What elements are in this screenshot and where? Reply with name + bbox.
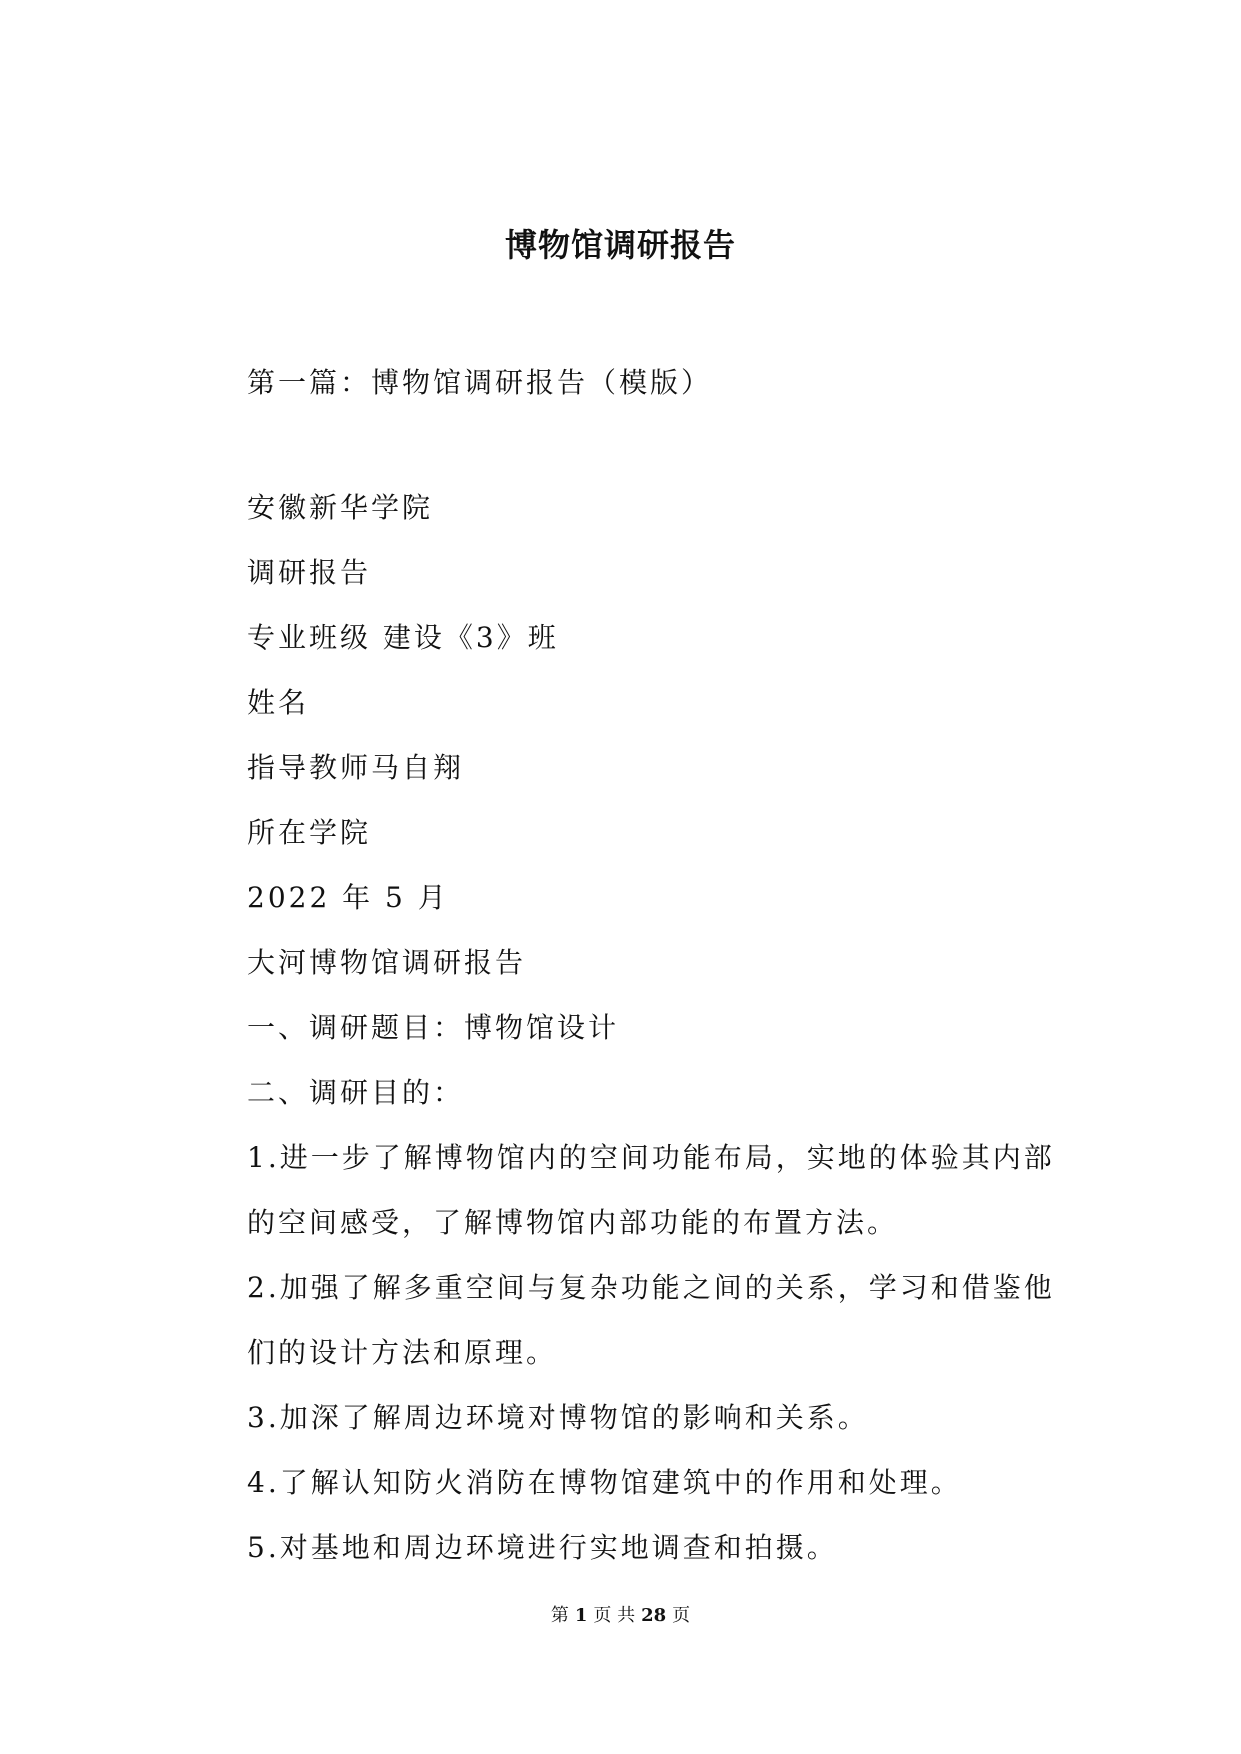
body-line: 所在学院 (247, 816, 372, 849)
body-line: 的空间感受，了解博物馆内部功能的布置方法。 (247, 1206, 899, 1239)
body-line: 调研报告 (247, 556, 372, 589)
body-line: 专业班级 建设《3》班 (247, 621, 559, 654)
footer-middle: 页 共 (593, 1605, 636, 1626)
body-line: 大河博物馆调研报告 (247, 946, 527, 979)
body-line: 3.加深了解周边环境对博物馆的影响和关系。 (247, 1401, 869, 1434)
body-line: 安徽新华学院 (247, 491, 434, 524)
body-line: 4.了解认知防火消防在博物馆建筑中的作用和处理。 (247, 1466, 962, 1499)
section-heading: 第一篇：博物馆调研报告（模版） (247, 366, 713, 399)
body-line: 指导教师马自翔 (247, 751, 465, 784)
page-footer (0, 1604, 1241, 1628)
footer-suffix: 页 (672, 1605, 691, 1626)
current-page-number: 1 (574, 1605, 588, 1626)
body-line: 1.进一步了解博物馆内的空间功能布局，实地的体验其内部 (247, 1141, 1055, 1174)
body-line: 姓名 (247, 686, 310, 719)
total-pages-number: 28 (641, 1605, 667, 1626)
body-line: 们的设计方法和原理。 (247, 1336, 558, 1369)
body-line: 一、调研题目：博物馆设计 (247, 1011, 620, 1044)
document-title: 博物馆调研报告 (504, 226, 736, 264)
body-line: 5.对基地和周边环境进行实地调查和拍摄。 (247, 1531, 838, 1564)
footer-prefix: 第 (550, 1605, 569, 1626)
body-line: 2.加强了解多重空间与复杂功能之间的关系，学习和借鉴他 (247, 1271, 1055, 1304)
body-line: 2022 年 5 月 (247, 881, 449, 914)
body-line: 二、调研目的： (247, 1076, 465, 1109)
